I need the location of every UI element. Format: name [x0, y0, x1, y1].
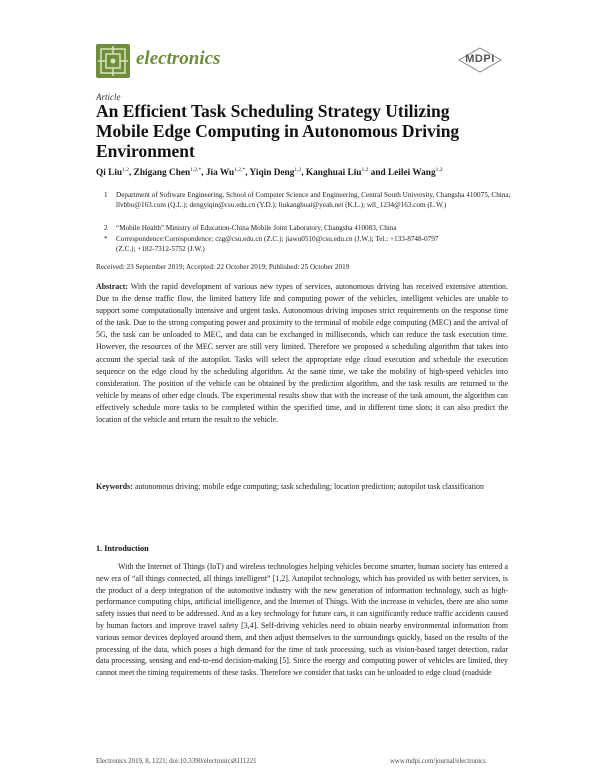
keywords: [96, 481, 508, 493]
author-name: Leilei Wang: [387, 168, 436, 179]
author-list: Qi Liu$^{1,2}$, Zhigang Chen$^{1,2,*}$, Jia $Wu^{1,2,*}$, Yiqin Deng$^{1,2}$, Kanghuai Liu$^{1,2}$ and Leilei Wang$^{1,2}$: [96, 167, 443, 179]
affiliation-mark: 1: [104, 191, 108, 199]
author-affiliation-mark: 1,2: [294, 167, 302, 173]
journal-name: electronics: [136, 48, 221, 69]
article-type: Article: [96, 92, 121, 102]
publisher-logo: [457, 47, 503, 73]
author-affiliation-mark: 1,2,*: [234, 167, 246, 173]
keywords-text: autonomous driving; mobile edge computing; task scheduling; location prediction; autopilot task classification: [134, 482, 484, 491]
section-heading: 1. Introduction: [96, 544, 149, 553]
abstract-text: With the rapid development of various new types of services, autonomous driving has received extensive attention. Due to the dense traffic flow, the limited battery life and computing power of the vehicles, intelligent vehicles are unable to support some computationally intensive and urgent tasks. Autonomous driving imposes strict requirements on the response time of the task. Due to the strong computing power and proximity to the terminal of mobile edge computing (MEC) and the arrival of 5G, the task can be unloaded to MEC, and data can be exchanged in milliseconds, which can reduce the task execution time. However, the resources of the MEC server are still very limited. Therefore we proposed a scheduling algorithm that takes into account the special task of the autopilot. Tasks will select the appropriate edge cloud execution and schedule the execution sequence on the edge cloud by the scheduling algorithm. At the same time, we take the mobility of high-speed vehicles into consideration. The position of the vehicle can be obtained by the prediction algorithm, and the task results are returned to the vehicle by means of other edge clouds. The experimental results show that with the increase of the task amount, the algorithm can effectively schedule more tasks to be completed within the specified time, and in different time slots; it can also predict the location of the vehicle and return the result to the vehicle.: [96, 282, 508, 425]
author-name: Kanghuai Liu: [305, 168, 362, 179]
author-affiliation-mark: 1,2: [435, 167, 443, 173]
affiliation-text: “Mobile Health” Ministry of Education-China Mobile Joint Laboratory, Changsha 410083, China: [116, 224, 397, 232]
author-name: Qi Liu: [96, 168, 123, 179]
publication-dates: Received: 23 September 2019; Accepted: 22 October 2019; Published: 25 October 2019: [96, 263, 350, 271]
author-affiliation-mark: 1,2: [361, 167, 369, 173]
correspondence-text: Correspondence:Correspondence: czg@csu.edu.cn (Z.C.); jiawu0510@csu.edu.cn (J.W.); Tel.: +133-8748-0797 (Z.C.); +182-7312-5752 (J.W.): [116, 235, 439, 253]
correspondence-mark: *: [104, 235, 108, 243]
author-name: Yiqin Deng: [249, 168, 295, 179]
journal-logo-icon: [96, 44, 130, 78]
author-name: Jia Wu: [205, 168, 235, 179]
abstract: [96, 281, 508, 426]
author-affiliation-mark: 1,2: [122, 167, 129, 173]
keywords-label: Keywords:: [96, 482, 133, 491]
footer-url[interactable]: www.mdpi.com/journal/electronics: [390, 758, 486, 765]
page-title: An Efficient Task Scheduling Strategy Utilizing Mobile Edge Computing in Autonomous Driving Environment: [96, 101, 460, 161]
publisher-name: MDPI: [465, 53, 495, 65]
abstract-label: Abstract:: [96, 282, 128, 291]
affiliation-mark: 2: [104, 224, 108, 232]
section-body: With the Internet of Things (IoT) and wireless technologies helping vehicles become smarter, human society has entered a new era of “all things connected, all things intelligent” [1,2]. Autopilot technology, which has provided us with better services, is the product of a deep integration of the automotive industry with the new generation of information technology, such as high-performance computing chips, artificial intelligence, and the Internet of Things. With the increase in vehicles, there are also some safety issues that need to be addressed. And as a key technology for future cars, it can significantly reduce traffic accidents caused by human factors and improve travel safety [3,4]. Self-driving vehicles need to obtain nearby environmental information from various sensor devices deployed around them, and then adjust themselves to the surroundings quickly, based on the results of the processing of the data, which poses a high demand for the time of task processing, such as vision-based target detection, radar data processing, sensing and end-to-end decision-making [5]. Since the energy and computing power of vehicles are limited, they cannot meet the timing requirements of these tasks. Therefore we consider that tasks can be unloaded to edge cloud (roadside: [96, 562, 508, 678]
author-affiliation-mark: 1,2,*: [190, 167, 202, 173]
affiliation-text: Department of Software Engineering, School of Computer Science and Engineering, Central South University, Changsha 410075, China; llvbbo@163.com (Q.L.); dengyiqin@csu.edu.cn (Y.D.); liukanghuai@yeah.net (K.L.); wll_1234@163.com (L.W.): [116, 191, 511, 209]
footer-citation: Electronics 2019, 8, 1221; doi:10.3390/electronics8111221: [96, 758, 257, 765]
author-name: Zhigang Chen: [133, 168, 191, 179]
